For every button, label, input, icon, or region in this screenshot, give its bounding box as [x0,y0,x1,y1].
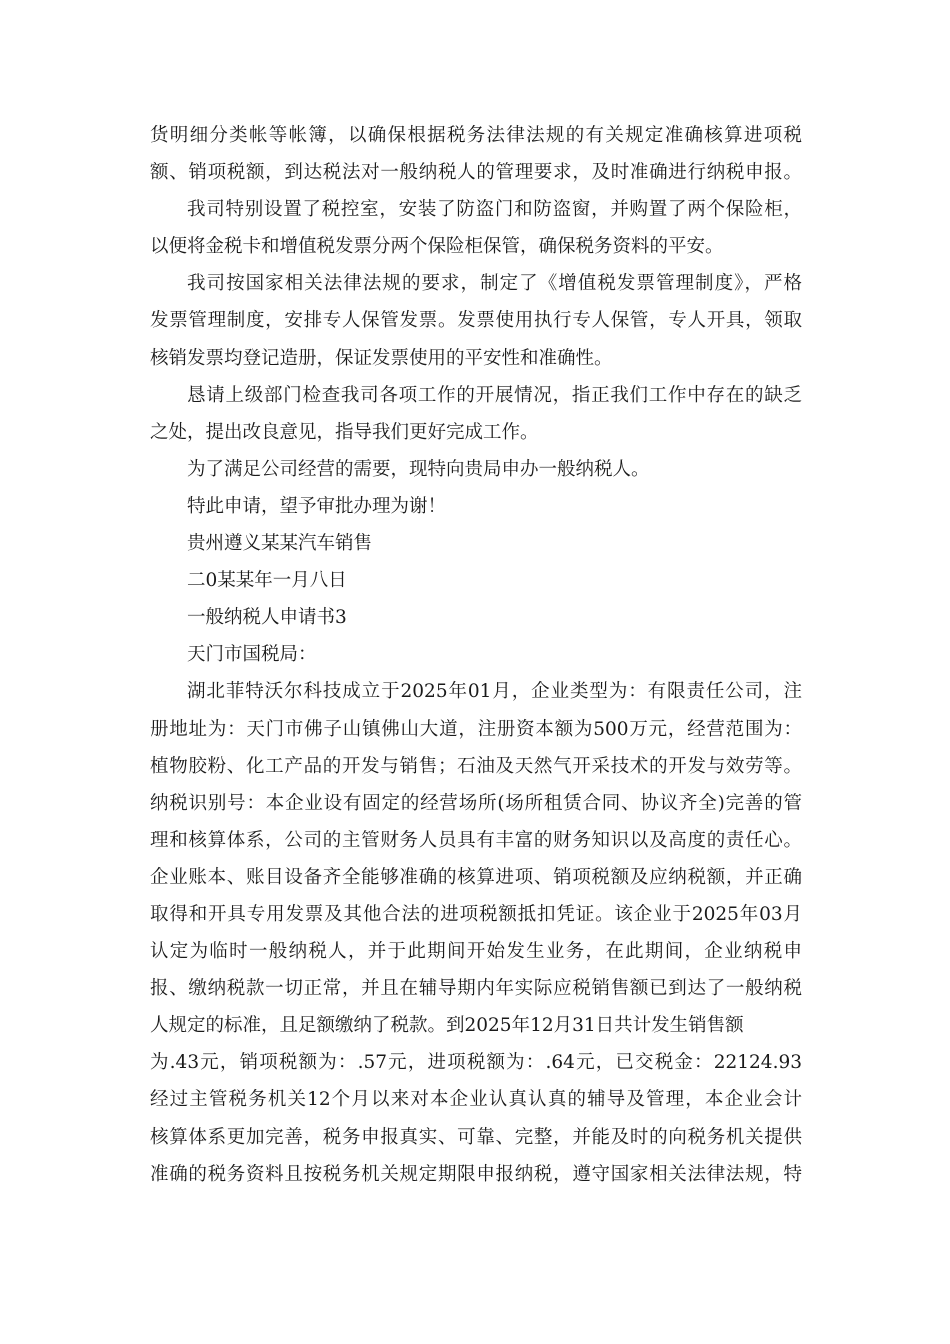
text-line: 理和核算体系，公司的主管财务人员具有丰富的财务知识以及高度的责任心。 [150,829,802,851]
text-line: 货明细分类帐等帐簿，以确保根据税务法律法规的有关规定准确核算进项税 [150,125,802,146]
text-line: 取得和开具专用发票及其他合法的进项税额抵扣凭证。该企业于2025年03月 [150,903,802,925]
text-line: 额、销项税额，到达税法对一般纳税人的管理要求，及时准确进行纳税申报。 [150,162,802,184]
text-line: 植物胶粉、化工产品的开发与销售；石油及天然气开采技术的开发与效劳等。 [150,755,802,777]
text-line: 准确的税务资料且按税务机关规定期限申报纳税，遵守国家相关法律法规，特 [150,1163,802,1185]
text-line: 我司按国家相关法律法规的要求，制定了《增值税发票管理制度》，严格 [187,273,802,295]
text-line: 纳税识别号：本企业设有固定的经营场所(场所租赁合同、协议齐全)完善的管 [150,792,802,814]
text-line: 恳请上级部门检查我司各项工作的开展情况，指正我们工作中存在的缺乏 [187,384,802,406]
text-line: 之处，提出改良意见，指导我们更好完成工作。 [150,421,539,443]
text-line: 企业账本、账目设备齐全能够准确的核算进项、销项税额及应纳税额，并正确 [150,866,802,888]
text-line: 一般纳税人申请书3 [187,607,347,629]
text-line: 我司特别设置了税控室，安装了防盗门和防盗窗，并购置了两个保险柜， [187,199,802,221]
text-line: 核销发票均登记造册，保证发票使用的平安性和准确性。 [150,347,613,369]
text-line: 湖北菲特沃尔科技成立于2025年01月，企业类型为：有限责任公司，注 [187,681,802,703]
text-line: 报、缴纳税款一切正常，并且在辅导期内年实际应税销售额已到达了一般纳税 [150,978,802,1000]
text-line: 人规定的标准，且足额缴纳了税款。到2025年12月31日共计发生销售额 [150,1015,744,1037]
text-line: 天门市国税局： [187,644,317,666]
text-line: 贵州遵义某某汽车销售 [187,533,373,555]
text-line: 特此申请，望予审批办理为谢！ [187,495,447,517]
text-line: 为了满足公司经营的需要，现特向贵局申办一般纳税人。 [187,458,650,480]
text-line: 以便将金税卡和增值税发票分两个保险柜保管，确保税务资料的平安。 [150,236,724,258]
text-line: 核算体系更加完善，税务申报真实、可靠、完整，并能及时的向税务机关提供 [150,1126,802,1148]
text-line: 为.43元，销项税额为：.57元，进项税额为：.64元，已交税金：22124.93 [150,1052,802,1074]
text-line: 经过主管税务机关12个月以来对本企业认真认真的辅导及管理，本企业会计 [150,1089,802,1111]
text-line: 册地址为：天门市佛子山镇佛山大道，注册资本额为500万元，经营范围为： [150,718,802,740]
text-line: 认定为临时一般纳税人，并于此期间开始发生业务，在此期间，企业纳税申 [150,941,802,963]
text-line: 二0某某年一月八日 [187,570,347,592]
document-page [150,117,802,1193]
text-line: 发票管理制度，安排专人保管发票。发票使用执行专人保管，专人开具，领取 [150,310,802,332]
